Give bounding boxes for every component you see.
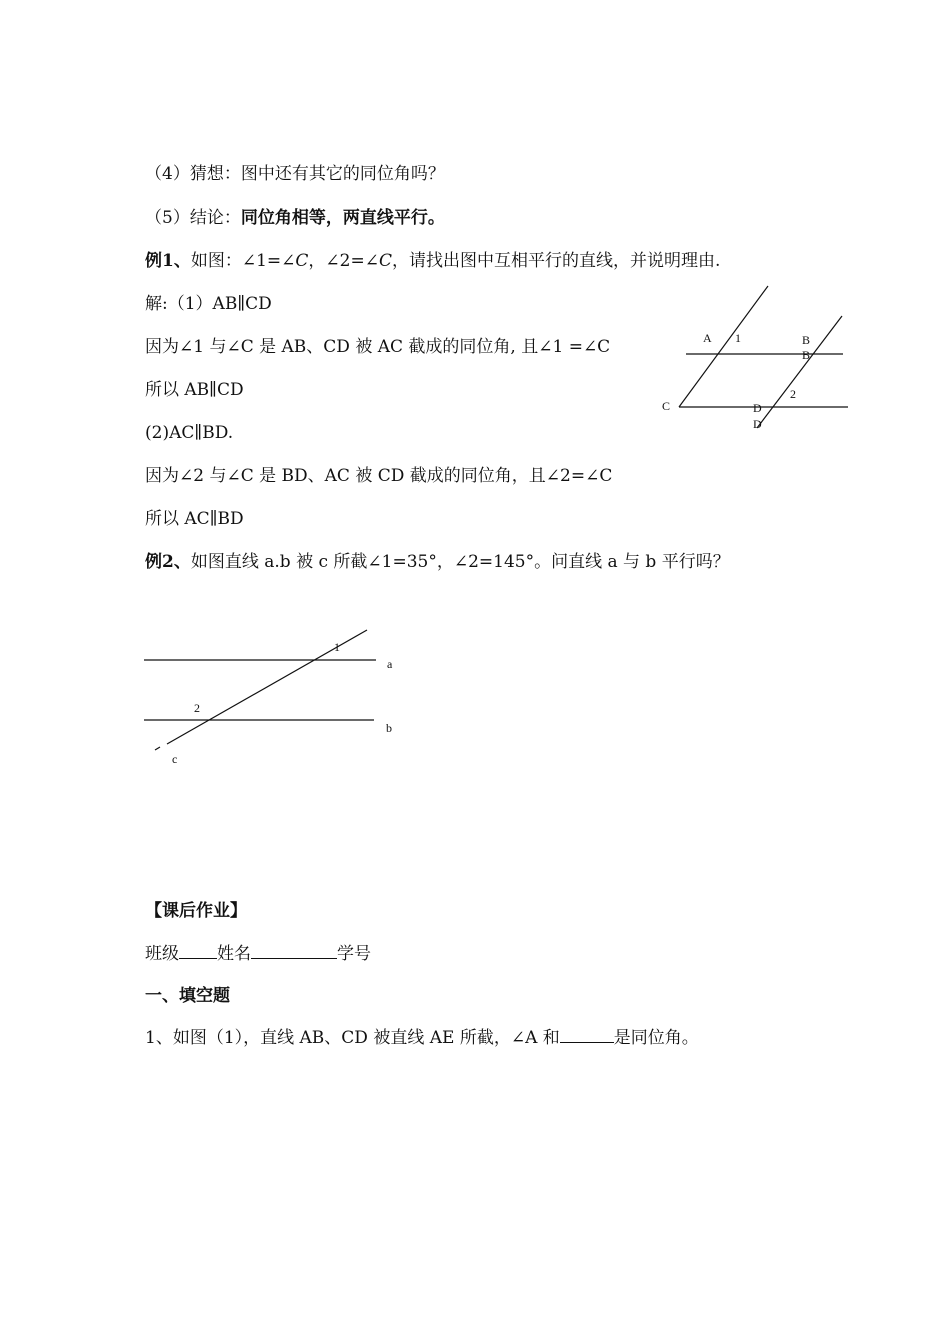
example-1-q-mid: ，∠2=∠	[308, 251, 379, 271]
example-1-therefore-1: 所以 AB∥CD	[145, 380, 244, 400]
example-1-q-c2: C	[378, 251, 392, 271]
label-angle-1: 1	[735, 331, 741, 345]
student-info-line	[145, 942, 371, 965]
label-angle-2: 2	[194, 701, 200, 715]
step-5-prefix: （5）结论：	[145, 208, 241, 228]
label-c: C	[662, 399, 671, 413]
example-1-label: 例1	[145, 251, 174, 271]
label-d-upper: D	[753, 401, 762, 415]
example-1-q-post: ，请找出图中互相平行的直线，并说明理由.	[392, 251, 721, 271]
step-4-text: （4）猜想：图中还有其它的同位角吗？	[145, 164, 445, 184]
label-d-lower: D	[753, 417, 762, 431]
homework-title: 【课后作业】	[145, 901, 247, 921]
label-angle-2: 2	[790, 387, 796, 401]
example-1-solution-2: (2)AC∥BD.	[145, 423, 234, 443]
line-bd	[757, 316, 842, 428]
name-blank[interactable]	[251, 942, 337, 959]
id-label: 学号	[337, 944, 371, 964]
example-2-question	[145, 551, 730, 573]
question-1-pre: 1、如图（1），直线 AB、CD 被直线 AE 所截，∠A 和	[145, 1028, 560, 1048]
example-1-solution-1: 解:（1）AB∥CD	[145, 294, 272, 314]
name-label: 姓名	[217, 944, 251, 964]
label-angle-1: 1	[334, 640, 340, 654]
example-2-question-text: 如图直线 a.b 被 c 所截∠1=35°，∠2=145°。问直线 a 与 b 平行吗？	[190, 552, 730, 572]
class-label: 班级	[145, 944, 179, 964]
example-1-question	[145, 250, 720, 272]
example-1-figure	[655, 283, 855, 443]
label-b-lower: B	[802, 348, 811, 362]
label-a: a	[387, 657, 393, 671]
label-b-upper: B	[802, 333, 811, 347]
step-5-line	[145, 207, 445, 229]
label-a: A	[703, 331, 712, 345]
question-1-post: 是同位角。	[613, 1028, 699, 1048]
line-ac	[679, 286, 768, 407]
question-1-blank[interactable]	[560, 1026, 614, 1043]
example-1-q-pre: 如图：∠1=∠	[190, 251, 296, 271]
example-1-q-c1: C	[295, 251, 309, 271]
section-fill-in-title: 一、填空题	[145, 986, 230, 1006]
example-1-therefore-2: 所以 AC∥BD	[145, 509, 244, 529]
example-1-reason-1: 因为∠1 与∠C 是 AB、CD 被 AC 截成的同位角, 且∠1 =∠C	[145, 337, 611, 357]
example-1-reason-2: 因为∠2 与∠C 是 BD、AC 被 CD 截成的同位角，且∠2=∠C	[145, 466, 613, 486]
example-2-figure	[140, 625, 410, 775]
label-c: c	[172, 752, 178, 766]
question-1	[145, 1026, 699, 1049]
step-5-conclusion: 同位角相等，两直线平行。	[240, 208, 445, 228]
example-2-label: 例2	[145, 552, 174, 572]
class-blank[interactable]	[179, 942, 217, 959]
example-1-sep: 、	[173, 251, 191, 271]
label-b: b	[386, 721, 392, 735]
example-2-sep: 、	[173, 552, 191, 572]
line-c-tail	[155, 747, 160, 750]
